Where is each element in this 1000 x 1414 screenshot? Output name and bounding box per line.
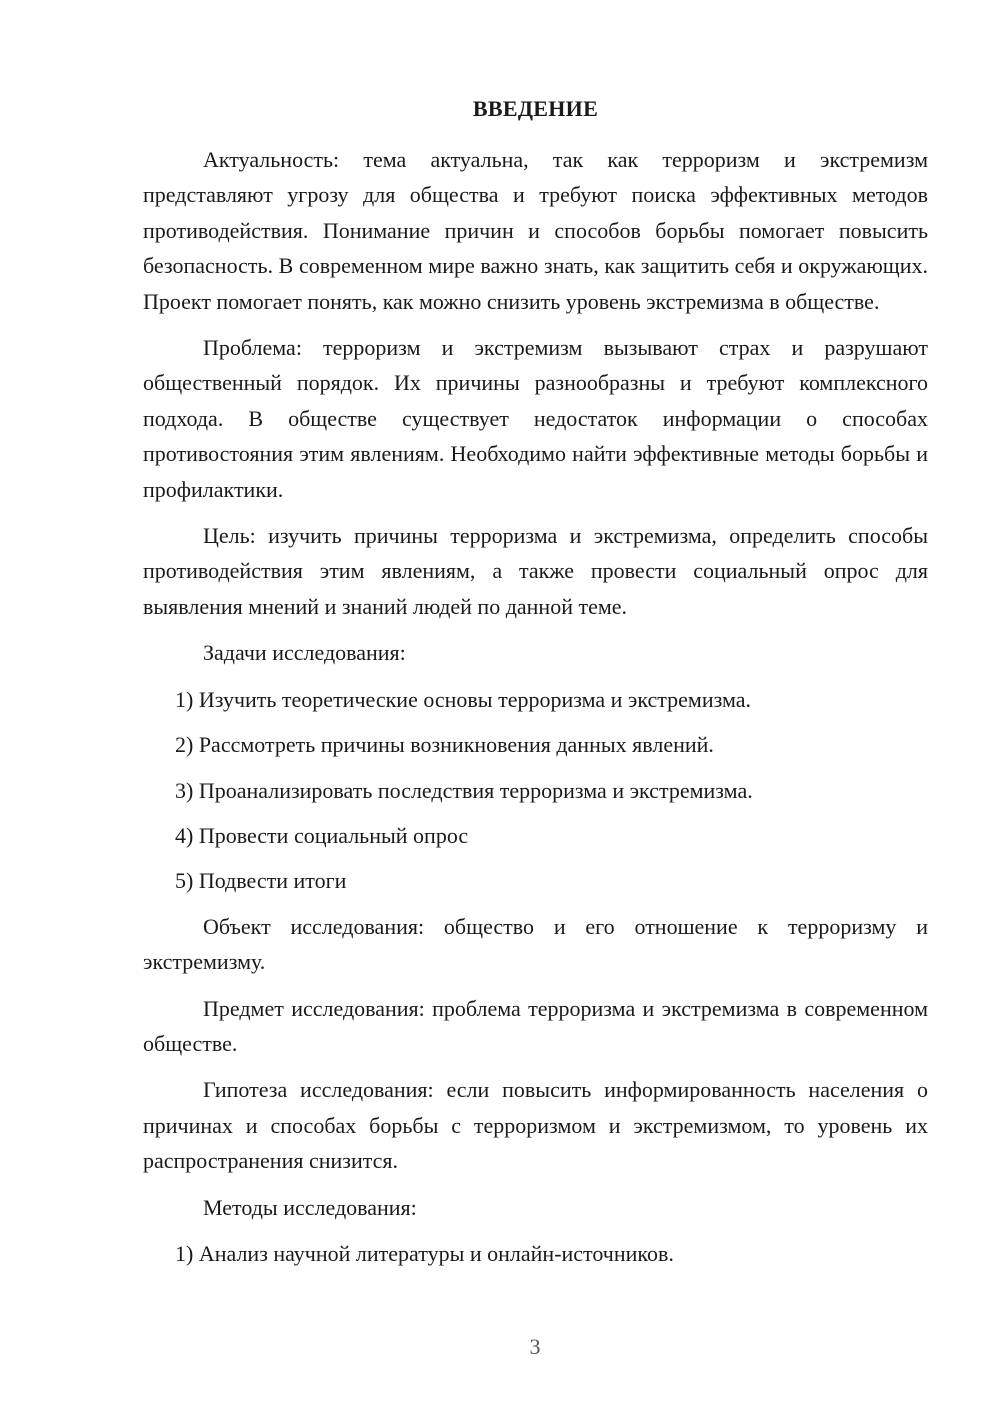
page-number: 3 (529, 1334, 541, 1359)
list-item: 1) Анализ научной литературы и онлайн-источников. (175, 1240, 674, 1266)
relevance-paragraph: Актуальность: тема актуальна, так как терроризм и экстремизм представляют угрозу для общества и требуют поиска эффективных методов противодействия. Понимание причин и способов борьбы помогает повысить безопасность. В современном мире важно знать, как защитить себя и окружающих. Проект помогает понять, как можно снизить уровень экстремизма в обществе. (143, 147, 928, 314)
list-item: 2) Рассмотреть причины возникновения данных явлений. (175, 732, 714, 758)
hypothesis-paragraph: Гипотеза исследования: если повысить информированность населения о причинах и способах борьбы с терроризмом и экстремизмом, то уровень их распространения снизится. (143, 1077, 928, 1174)
list-item: 3) Проанализировать последствия терроризма и экстремизма. (175, 777, 753, 803)
page-content (143, 94, 928, 1281)
problem-paragraph: Проблема: терроризм и экстремизм вызывают страх и разрушают общественный порядок. Их причины разнообразны и требуют комплексного подхода. В обществе существует недостаток информации о способах противостояния этим явлениям. Необходимо найти эффективные методы борьбы и профилактики. (143, 335, 928, 502)
methods-list (143, 1236, 928, 1271)
object-paragraph: Объект исследования: общество и его отношение к терроризму и экстремизму. (143, 913, 928, 975)
page-title: ВВЕДЕНИЕ (472, 96, 599, 121)
list-item: 5) Подвести итоги (175, 868, 347, 894)
list-item: 4) Провести социальный опрос (175, 822, 469, 848)
tasks-heading: Задачи исследования: (203, 640, 406, 666)
list-item: 1) Изучить теоретические основы терроризма и экстремизма. (175, 686, 752, 712)
goal-paragraph: Цель: изучить причины терроризма и экстремизма, определить способы противодействия этим явлениям, а также провести социальный опрос для выявления мнений и знаний людей по данной теме. (143, 523, 928, 619)
methods-heading: Методы исследования: (203, 1194, 417, 1220)
subject-paragraph: Предмет исследования: проблема терроризма и экстремизма в современном обществе. (143, 995, 928, 1056)
tasks-list (143, 682, 928, 899)
